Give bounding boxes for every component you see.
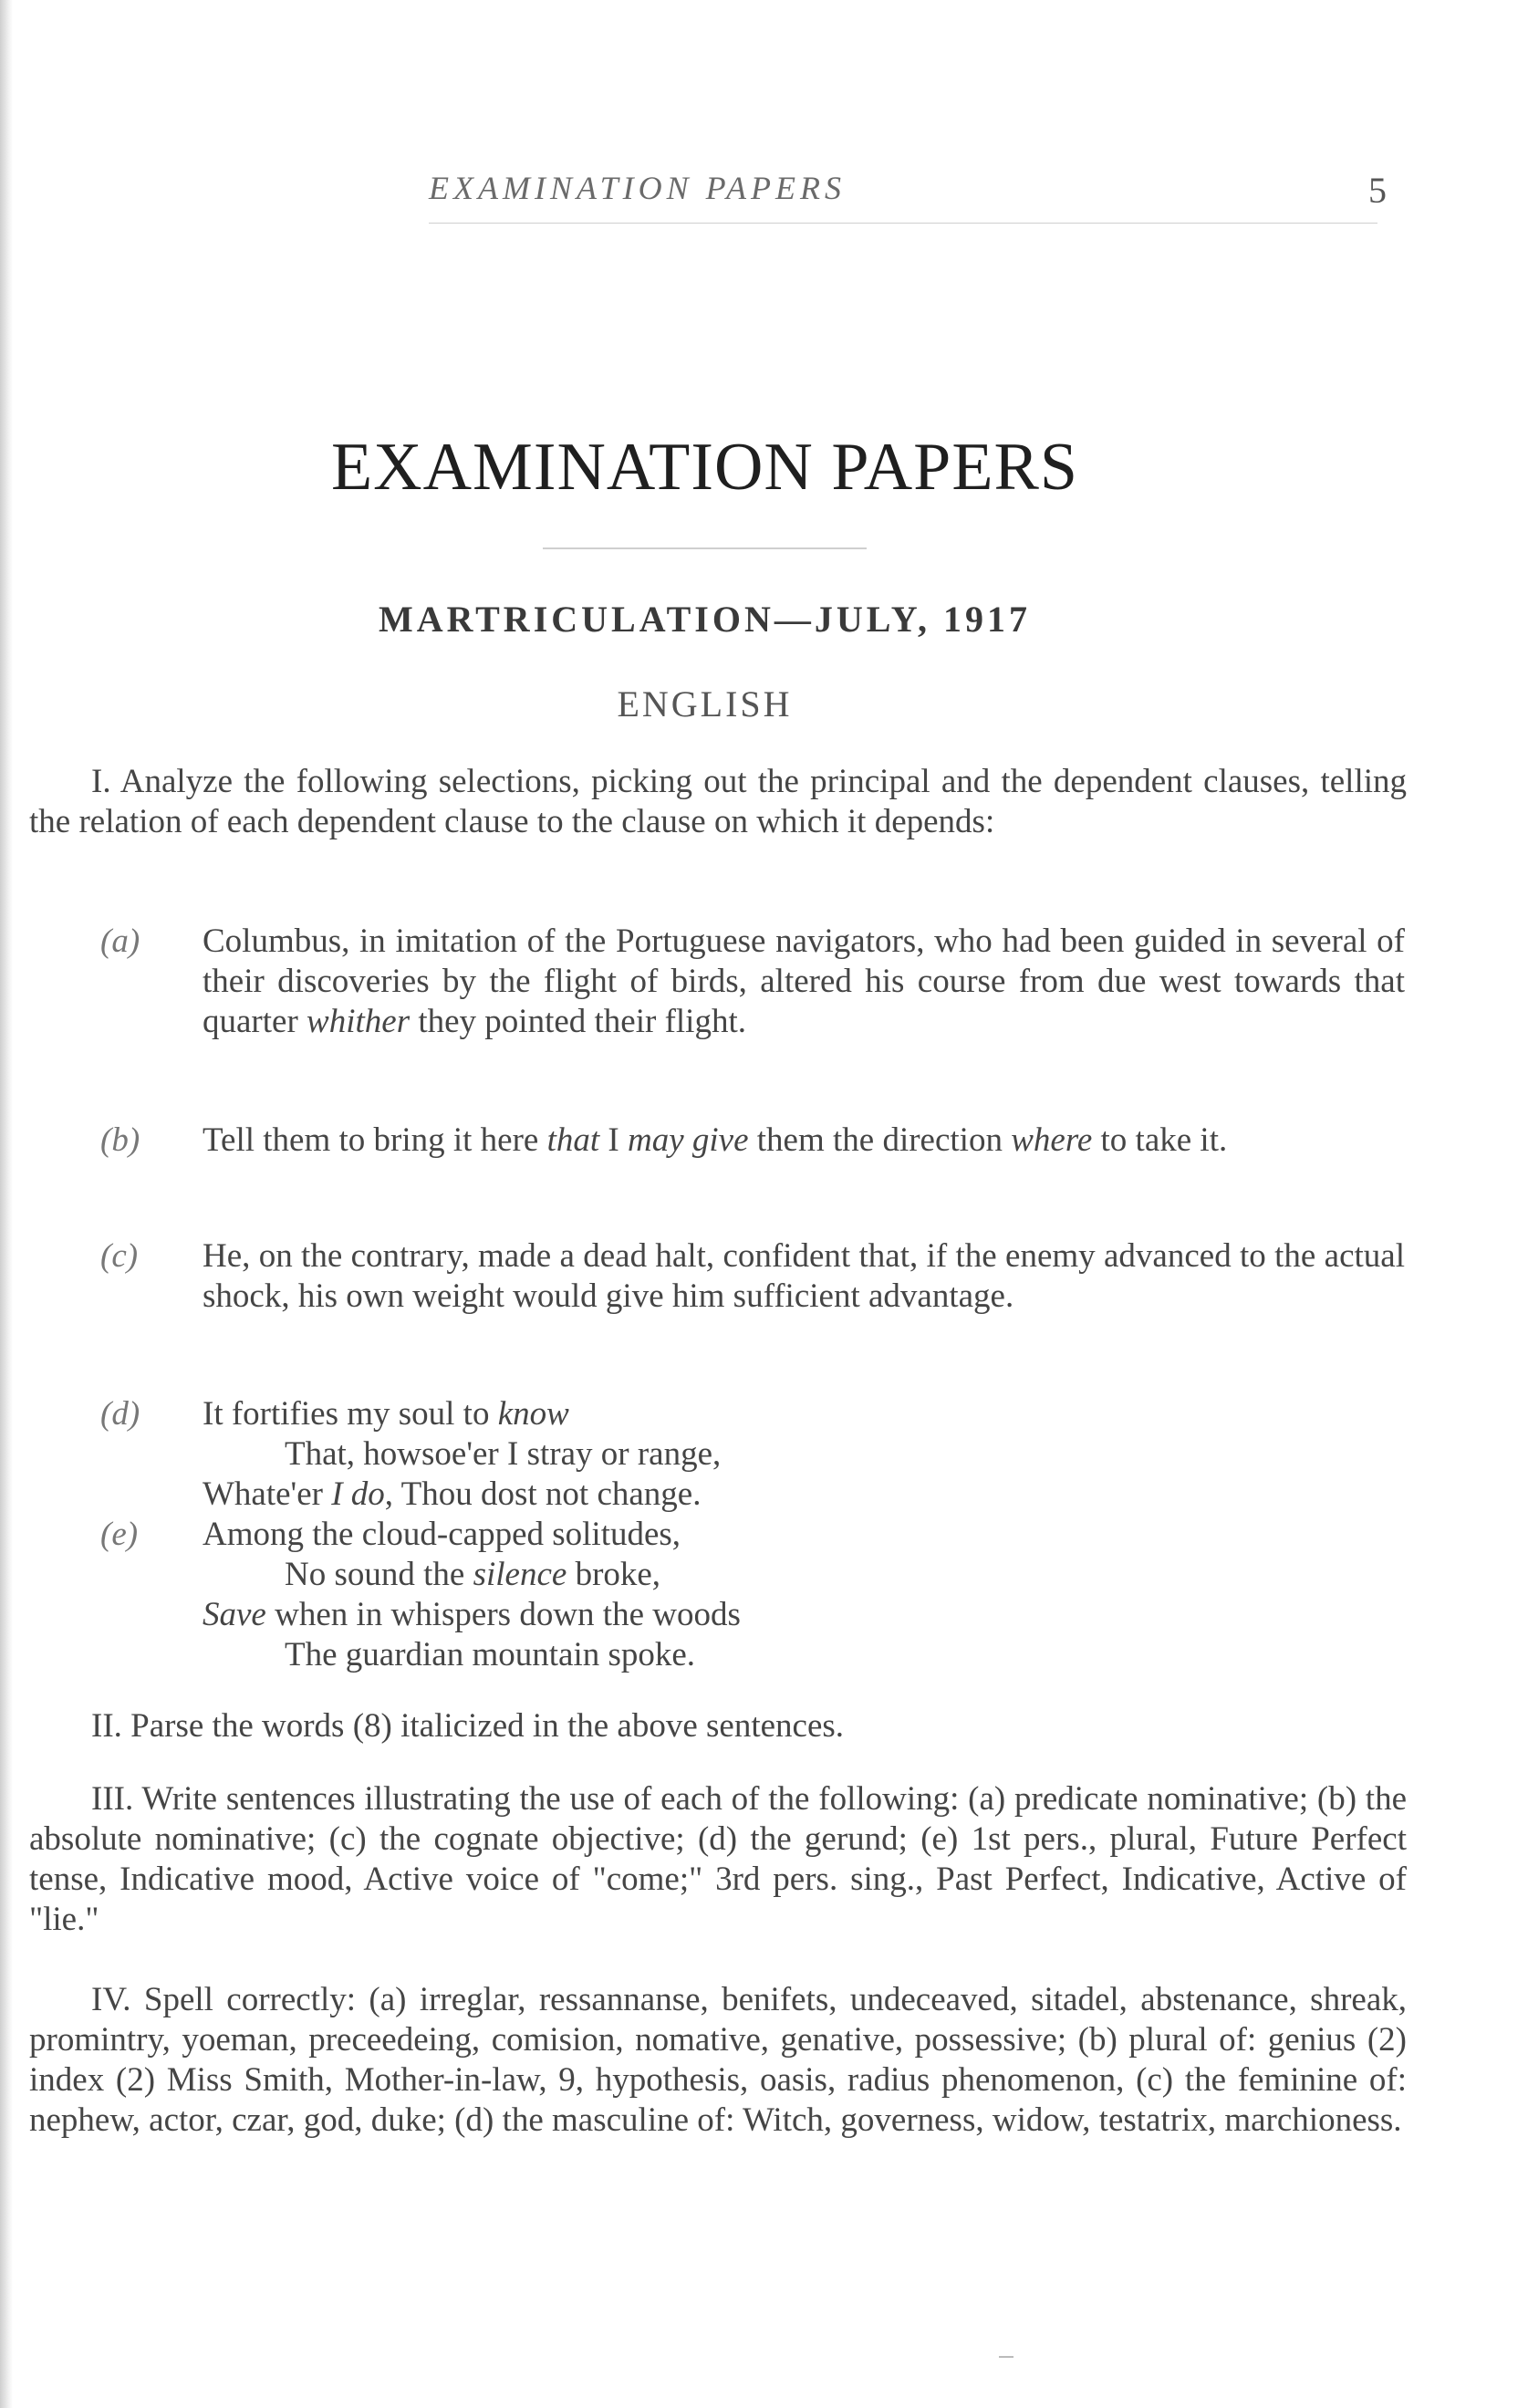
poem-line: Save when in whispers down the woods bbox=[203, 1596, 741, 1633]
question-number: III. bbox=[91, 1780, 134, 1818]
item-label: (b) bbox=[100, 1121, 140, 1159]
italic-word: that bbox=[546, 1121, 600, 1159]
italic-word: silence bbox=[473, 1556, 567, 1593]
question-3 bbox=[29, 1779, 1407, 1940]
poem-line: It fortifies my soul to know bbox=[203, 1395, 569, 1433]
italic-word: where bbox=[1011, 1121, 1093, 1159]
question-number: II. bbox=[91, 1707, 122, 1745]
poem-line: No sound the silence broke, bbox=[285, 1556, 661, 1593]
footer-mark bbox=[999, 2356, 1013, 2358]
selection-d bbox=[100, 1394, 1405, 1515]
question-2 bbox=[29, 1706, 1407, 1746]
scan-edge-shadow bbox=[0, 0, 13, 2408]
selection-b bbox=[100, 1121, 1405, 1161]
page-title: EXAMINATION PAPERS bbox=[330, 430, 1079, 505]
question-number: IV. bbox=[91, 1981, 131, 2018]
italic-word: know bbox=[497, 1395, 569, 1433]
header-rule bbox=[429, 223, 1377, 224]
poem-line: That, howsoe'er I stray or range, bbox=[285, 1435, 722, 1473]
item-text: Columbus, in imitation of the Portuguese navigators, who had been guided in several of their discoveries by the flight of birds, altered his course from due west towards that quarter whither they pointed their flight. bbox=[203, 923, 1405, 1040]
italic-word: I do bbox=[331, 1475, 385, 1513]
italic-word: Save bbox=[203, 1596, 266, 1633]
question-1 bbox=[29, 762, 1407, 842]
poem-line: Among the cloud-capped solitudes, bbox=[203, 1516, 681, 1553]
item-label: (c) bbox=[100, 1237, 139, 1275]
question-text: Analyze the following selections, picking out the principal and the dependent clauses, telling the relation of each dependent clause to the clause on which it depends: bbox=[29, 763, 1407, 840]
question-text: Write sentences illustrating the use of each of the following: (a) predicate nominative; (b) the absolute nominative; (c) the cognate objective; (d) the gerund; (e) 1st pers., plural, Future Perfect tense, Indicative mood, Active voice of "come;" 3rd pers. sing., Past Perfect, Indicative, Active of "lie." bbox=[29, 1780, 1407, 1938]
item-label: (d) bbox=[100, 1395, 140, 1433]
question-text: Spell correctly: (a) irreglar, ressannanse, benifets, undeceaved, sitadel, abstenance, shreak, promintry, yoeman, preceedeing, comision, nomative, genative, possessive; (b) plural of: genius (2) index (2) Miss Smith, Mother-in-law, 9, hypothesis, oasis, radius phenomenon, (c) the feminine of: nephew, actor, czar, god, duke; (d) the masculine of: Witch, governess, widow, testatrix, marchioness. bbox=[29, 1981, 1407, 2139]
question-text: Parse the words (8) italicized in the above sentences. bbox=[130, 1707, 845, 1745]
italic-word: whither bbox=[307, 1003, 411, 1040]
item-label: (e) bbox=[100, 1516, 139, 1553]
item-text: He, on the contrary, made a dead halt, confident that, if the enemy advanced to the actual shock, his own weight would give him sufficient advantage. bbox=[203, 1237, 1405, 1315]
running-head: EXAMINATION PAPERS bbox=[429, 170, 846, 206]
page-number: 5 bbox=[1368, 170, 1387, 211]
item-label: (a) bbox=[100, 923, 140, 960]
section-heading-english: ENGLISH bbox=[617, 683, 793, 724]
title-divider bbox=[543, 547, 867, 549]
exam-subtitle: MARTRICULATION—JULY, 1917 bbox=[379, 599, 1031, 640]
poem-line: The guardian mountain spoke. bbox=[285, 1636, 696, 1673]
selection-e bbox=[100, 1515, 1405, 1675]
question-4 bbox=[29, 1980, 1407, 2141]
selection-a bbox=[100, 922, 1405, 1042]
question-number: I. bbox=[91, 763, 111, 800]
poem-line: Whate'er I do, Thou dost not change. bbox=[203, 1475, 702, 1513]
selection-c bbox=[100, 1236, 1405, 1317]
item-text: Tell them to bring it here that I may give them the direction where to take it. bbox=[203, 1121, 1228, 1159]
italic-word: may give bbox=[627, 1121, 749, 1159]
